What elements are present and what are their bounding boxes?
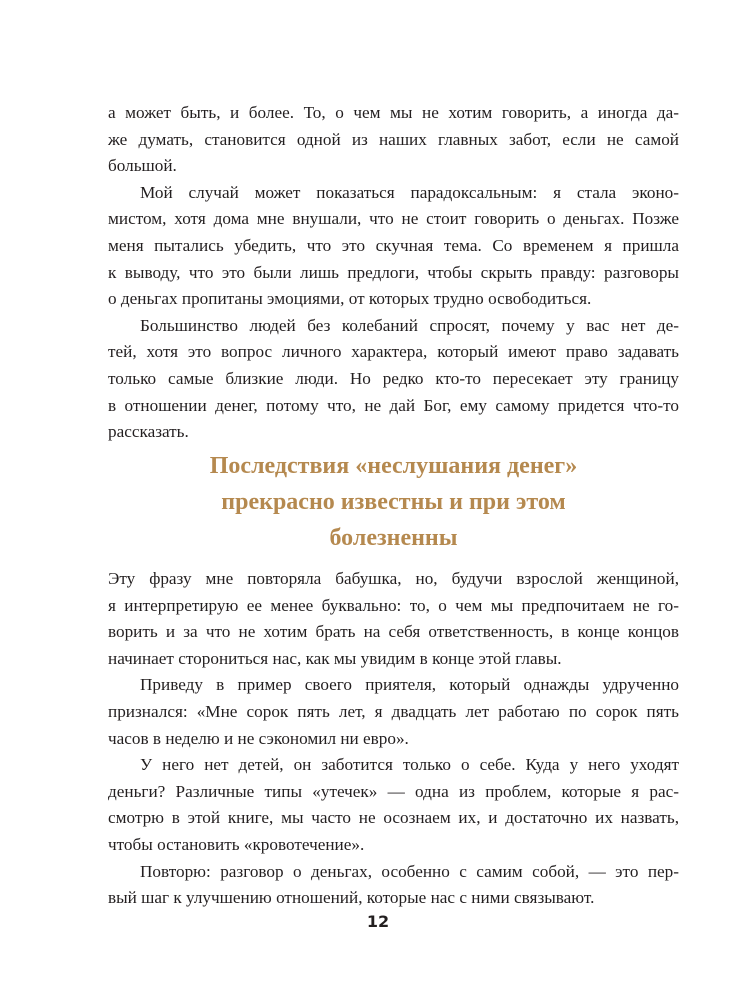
text-line: вый шаг к улучшению отношений, которые нас с ними связывают. [108,888,595,908]
text-line: меня пытались убедить, что это скучная тема. Со временем я пришла [108,235,679,255]
heading-line: прекрасно известны и при этом [221,489,566,515]
text-line: а может быть, и более. То, о чем мы не хотим говорить, а иногда да- [108,103,679,122]
body-text-bottom [108,566,679,912]
text-line: только самые близкие люди. Но редко кто-то пересекает эту границу [108,368,679,388]
text-line: рассказать. [108,422,189,442]
text-line: в отношении денег, потому что, не дай Бог, ему самому придется что-то [108,395,679,415]
text-line: Повторю: разговор о деньгах, особенно с самим собой, — это пер- [140,861,679,881]
text-line: чтобы остановить «кровотечение». [108,834,365,854]
text-line: Большинство людей без колебаний спросят, почему у вас нет де- [140,315,679,335]
text-line: мистом, хотя дома мне внушали, что не стоит говорить о деньгах. Позже [108,209,679,229]
section-heading [108,448,679,556]
heading-line: Последствия «неслушания денег» [209,453,578,479]
text-line: тей, хотя это вопрос личного характера, который имеют право задавать [108,342,679,362]
text-line: о деньгах пропитаны эмоциями, от которых трудно освободиться. [108,289,592,309]
text-line: к выводу, что это были лишь предлоги, чтобы скрыть правду: разговоры [108,262,679,282]
heading-line: болезненны [329,525,458,551]
text-line: деньги? Различные типы «утечек» — одна из проблем, которые я рас- [108,781,679,801]
text-line: ворить и за что не хотим брать на себя ответственность, в конце концов [108,622,679,642]
text-line: признался: «Мне сорок пять лет, я двадцать лет работаю по сорок пять [108,701,679,721]
text-line: часов в неделю и не сэкономил ни евро». [108,728,409,748]
text-line: Мой случай может показаться парадоксальным: я стала эконо- [140,182,679,202]
text-line: я интерпретирую ее менее буквально: то, о чем мы предпочитаем не го- [108,595,679,615]
text-line: Приведу в пример своего приятеля, который однажды удрученно [140,675,679,695]
body-text-top [108,100,679,446]
text-line: смотрю в этой книге, мы часто не осознаем их, и достаточно их назвать, [108,808,679,828]
page-number: 12 [366,912,390,931]
text-line: же думать, становится одной из наших главных забот, если не самой [108,129,679,149]
text-line: начинает сторониться нас, как мы увидим в конце этой главы. [108,648,562,668]
text-line: большой. [108,156,177,176]
text-line: Эту фразу мне повторяла бабушка, но, будучи взрослой женщиной, [108,569,679,588]
text-line: У него нет детей, он заботится только о себе. Куда у него уходят [140,755,679,775]
